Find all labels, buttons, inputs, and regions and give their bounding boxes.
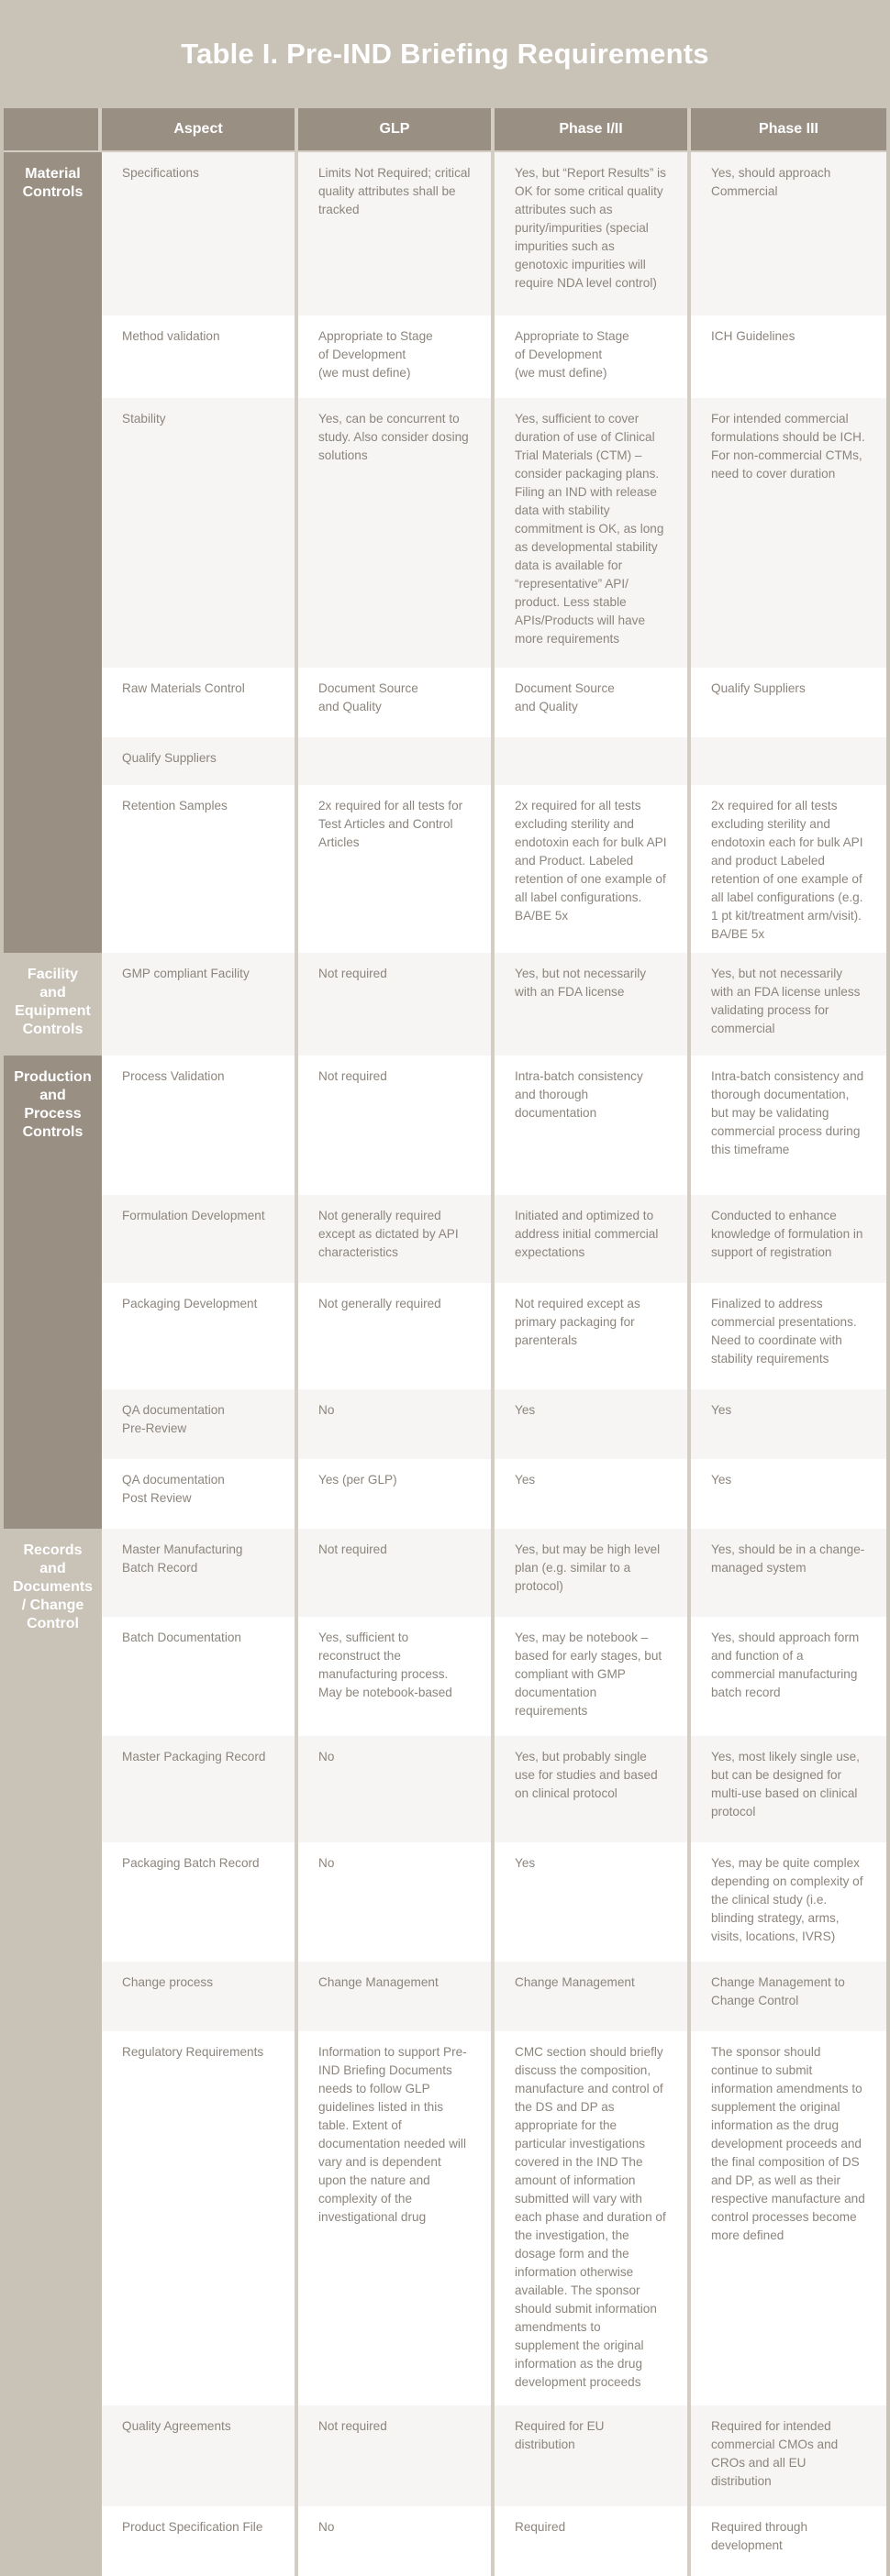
table-row [4, 668, 886, 737]
cell-aspect [102, 2506, 298, 2576]
cell-text: Process Validation [122, 1069, 225, 1083]
cell-phase12 [495, 1389, 691, 1459]
cell-text: Qualify Suppliers [711, 681, 806, 695]
cell-phase3 [691, 2031, 886, 2405]
cell-aspect [102, 1283, 298, 1389]
cell-text: 2x required for all tests for Test Articles and Control Articles [318, 799, 463, 849]
cell-glp [298, 1283, 495, 1389]
cell-phase12 [495, 398, 691, 668]
section-label [4, 1529, 102, 2576]
cell-text: Yes, sufficient to reconstruct the manufacturing process. May be notebook-based [318, 1631, 452, 1699]
header-row [4, 108, 886, 152]
cell-phase3 [691, 1389, 886, 1459]
cell-aspect [102, 953, 298, 1056]
cell-glp [298, 1842, 495, 1962]
cell-aspect [102, 1195, 298, 1283]
cell-phase3 [691, 1195, 886, 1283]
cell-phase12 [495, 1195, 691, 1283]
cell-text: Qualify Suppliers [122, 751, 217, 765]
cell-text: No [318, 1856, 335, 1870]
cell-text: Initiated and optimized to address initial commercial expectations [515, 1209, 659, 1259]
cell-text: ICH Guidelines [711, 329, 795, 343]
cell-glp [298, 398, 495, 668]
cell-phase3 [691, 1529, 886, 1617]
table-row [4, 785, 886, 953]
cell-glp [298, 1529, 495, 1617]
cell-phase3 [691, 737, 886, 785]
section-label [4, 953, 102, 1056]
cell-text: Information to support Pre-IND Briefing Documents needs to follow GLP guidelines listed in this table. Extent of documentation needed will vary and is dependent upon the nature and complexity of the investigational drug [318, 2045, 467, 2224]
cell-glp [298, 785, 495, 953]
cell-phase12 [495, 785, 691, 953]
table-row [4, 1962, 886, 2031]
requirements-table [4, 108, 886, 2576]
cell-glp [298, 152, 495, 315]
cell-text: Yes, most likely single use, but can be designed for multi-use based on clinical protocol [711, 1750, 860, 1819]
cell-text: QA documentation Post Review [122, 1473, 225, 1505]
section-label-text: Production and Process Controls [14, 1069, 92, 1140]
cell-text: Change Management to Change Control [711, 1975, 845, 2007]
cell-text: Intra-batch consistency and thorough documentation, but may be validating commercial process during this timeframe [711, 1069, 864, 1156]
cell-text: 2x required for all tests excluding sterility and endotoxin each for bulk API and Product. Labeled retention of one example of all label configurations. BA/BE 5x [515, 799, 667, 923]
cell-text: Formulation Development [122, 1209, 265, 1222]
cell-text: Required for EU distribution [515, 2419, 605, 2451]
cell-phase3 [691, 1056, 886, 1195]
cell-text: Not required [318, 2419, 387, 2433]
header-phase-3: Phase III [691, 108, 886, 152]
table-row [4, 737, 886, 785]
cell-phase12 [495, 152, 691, 315]
cell-phase12 [495, 1617, 691, 1736]
cell-phase12 [495, 668, 691, 737]
cell-phase3 [691, 953, 886, 1056]
cell-text: Not required [318, 1069, 387, 1083]
cell-phase3 [691, 1962, 886, 2031]
cell-text: Packaging Development [122, 1297, 258, 1310]
cell-glp [298, 2506, 495, 2576]
cell-text: Limits Not Required; critical quality attributes shall be tracked [318, 166, 471, 216]
cell-text: The sponsor should continue to submit information amendments to supplement the original information as the drug development proceeds and the final composition of DS and DP, as well as their respective manufacture and control processes become more defined [711, 2045, 865, 2242]
cell-text: Required through development [711, 2520, 808, 2552]
cell-phase12 [495, 1459, 691, 1529]
cell-aspect [102, 668, 298, 737]
cell-text: Regulatory Requirements [122, 2045, 264, 2059]
cell-phase12 [495, 953, 691, 1056]
cell-aspect [102, 1389, 298, 1459]
cell-aspect [102, 1842, 298, 1962]
section-label-text: Facility and Equipment Controls [15, 967, 91, 1037]
cell-text: Master Manufacturing Batch Record [122, 1542, 243, 1575]
cell-text: Yes, may be quite complex depending on complexity of the clinical study (i.e. blinding strategy, arms, visits, locations, IVRS) [711, 1856, 863, 1943]
header-aspect: Aspect [102, 108, 298, 152]
cell-phase12 [495, 315, 691, 398]
cell-text: Document Source and Quality [318, 681, 418, 713]
cell-text: Yes, but not necessarily with an FDA license [515, 967, 647, 999]
cell-aspect [102, 398, 298, 668]
cell-text: No [318, 2520, 335, 2534]
table-row [4, 152, 886, 315]
table-row [4, 2506, 886, 2576]
cell-text: Yes [711, 1473, 732, 1487]
cell-phase12 [495, 1842, 691, 1962]
table-row [4, 1736, 886, 1842]
cell-text: Change process [122, 1975, 213, 1989]
table-row [4, 398, 886, 668]
header-glp: GLP [298, 108, 495, 152]
cell-text: Yes [711, 1403, 732, 1417]
cell-glp [298, 2405, 495, 2506]
cell-text: Not required [318, 967, 387, 980]
table-row [4, 1459, 886, 1529]
cell-phase12 [495, 2031, 691, 2405]
table-row [4, 2405, 886, 2506]
cell-text: Yes, but may be high level plan (e.g. similar to a protocol) [515, 1542, 661, 1593]
cell-aspect [102, 1736, 298, 1842]
cell-text: CMC section should briefly discuss the composition, manufacture and control of the DS and DP as appropriate for the particular investigations covered in the IND The amount of information submitted will vary with each phase and duration of the investigation, the dosage form and the information otherwise available. The sponsor should submit information amendments to supplement the original information as the drug development proceeds [515, 2045, 666, 2389]
cell-text: Required [515, 2520, 566, 2534]
cell-glp [298, 1617, 495, 1736]
cell-aspect [102, 152, 298, 315]
cell-glp [298, 1195, 495, 1283]
cell-phase12 [495, 1056, 691, 1195]
cell-text: Appropriate to Stage of Development (we must define) [318, 329, 433, 380]
cell-text: Yes, should approach Commercial [711, 166, 831, 198]
cell-text: Yes, sufficient to cover duration of use of Clinical Trial Materials (CTM) – consider packaging plans. Filing an IND with release data with stability commitment is OK, as long as developmental stability data is available for “representative” API/ product. Less stable APIs/Products will have more requirements [515, 412, 664, 646]
cell-text: Master Packaging Record [122, 1750, 266, 1763]
cell-aspect [102, 1459, 298, 1529]
table-row [4, 1389, 886, 1459]
cell-text: Raw Materials Control [122, 681, 245, 695]
table-row [4, 953, 886, 1056]
cell-text: Required for intended commercial CMOs and CROs and all EU distribution [711, 2419, 839, 2488]
cell-text: 2x required for all tests excluding sterility and endotoxin each for bulk API and product Labeled retention of one example of all label configurations (e.g. 1 pt kit/treatment arm/visit). BA/BE 5x [711, 799, 863, 941]
section-label-text: Material Controls [22, 166, 83, 200]
cell-phase12 [495, 1283, 691, 1389]
cell-text: Not required except as primary packaging for parenterals [515, 1297, 640, 1347]
cell-text: Specifications [122, 166, 199, 180]
cell-text: Yes, but probably single use for studies and based on clinical protocol [515, 1750, 658, 1800]
cell-phase3 [691, 315, 886, 398]
cell-text: Yes [515, 1856, 536, 1870]
section-label [4, 152, 102, 953]
cell-text: Packaging Batch Record [122, 1856, 260, 1870]
cell-text: Stability [122, 412, 166, 426]
cell-phase3 [691, 1459, 886, 1529]
cell-text: Yes, should be in a change-managed system [711, 1542, 865, 1575]
table-row [4, 2031, 886, 2405]
cell-text: No [318, 1403, 335, 1417]
header-section [4, 108, 102, 152]
cell-text: Document Source and Quality [515, 681, 615, 713]
cell-text: Yes, can be concurrent to study. Also consider dosing solutions [318, 412, 469, 462]
cell-phase3 [691, 152, 886, 315]
cell-text: Method validation [122, 329, 220, 343]
cell-phase12 [495, 2506, 691, 2576]
cell-text: Not required [318, 1542, 387, 1556]
cell-phase12 [495, 1529, 691, 1617]
cell-text: Batch Documentation [122, 1631, 241, 1644]
cell-aspect [102, 2405, 298, 2506]
cell-glp [298, 1389, 495, 1459]
cell-text: Yes (per GLP) [318, 1473, 397, 1487]
table-row [4, 315, 886, 398]
cell-text: Product Specification File [122, 2520, 263, 2534]
cell-text: Finalized to address commercial presentations. Need to coordinate with stability requirements [711, 1297, 857, 1365]
cell-phase3 [691, 785, 886, 953]
cell-phase3 [691, 2405, 886, 2506]
cell-phase12 [495, 1962, 691, 2031]
cell-glp [298, 315, 495, 398]
cell-aspect [102, 785, 298, 953]
cell-glp [298, 737, 495, 785]
cell-text: Appropriate to Stage of Development (we must define) [515, 329, 629, 380]
header-phase-1-2: Phase I/II [495, 108, 691, 152]
cell-aspect [102, 1056, 298, 1195]
cell-phase12 [495, 2405, 691, 2506]
cell-phase3 [691, 668, 886, 737]
cell-text: Yes, but “Report Results” is OK for some critical quality attributes such as purity/impurities (special impurities such as genotoxic impurities will require NDA level control) [515, 166, 666, 290]
cell-phase3 [691, 1617, 886, 1736]
cell-glp [298, 1459, 495, 1529]
cell-aspect [102, 2031, 298, 2405]
cell-aspect [102, 737, 298, 785]
cell-aspect [102, 1617, 298, 1736]
cell-phase12 [495, 1736, 691, 1842]
cell-text: Conducted to enhance knowledge of formulation in support of registration [711, 1209, 863, 1259]
cell-text: Yes, may be notebook – based for early stages, but compliant with GMP documentation requirements [515, 1631, 662, 1718]
table-row [4, 1283, 886, 1389]
cell-phase3 [691, 1842, 886, 1962]
cell-phase3 [691, 1283, 886, 1389]
cell-text: Quality Agreements [122, 2419, 231, 2433]
cell-text: No [318, 1750, 335, 1763]
cell-text: QA documentation Pre-Review [122, 1403, 225, 1435]
table-title: Table I. Pre-IND Briefing Requirements [181, 38, 709, 70]
cell-text: GMP compliant Facility [122, 967, 250, 980]
section-label [4, 1056, 102, 1529]
cell-text: For intended commercial formulations should be ICH. For non-commercial CTMs, need to cover duration [711, 412, 865, 481]
section-label-text: Records and Documents / Change Control [12, 1542, 94, 1631]
cell-phase3 [691, 2506, 886, 2576]
cell-text: Intra-batch consistency and thorough documentation [515, 1069, 643, 1120]
cell-text: Yes [515, 1473, 536, 1487]
cell-text: Change Management [515, 1975, 635, 1989]
table-row [4, 1195, 886, 1283]
cell-text: Change Management [318, 1975, 439, 1989]
cell-aspect [102, 315, 298, 398]
cell-text: Yes, but not necessarily with an FDA license unless validating process for commercial [711, 967, 861, 1035]
cell-glp [298, 1736, 495, 1842]
table-row [4, 1056, 886, 1195]
table-row [4, 1617, 886, 1736]
cell-glp [298, 953, 495, 1056]
table-row [4, 1842, 886, 1962]
cell-phase12 [495, 737, 691, 785]
cell-phase3 [691, 398, 886, 668]
cell-text: Retention Samples [122, 799, 228, 813]
cell-glp [298, 1056, 495, 1195]
cell-text: Not generally required except as dictated by API characteristics [318, 1209, 459, 1259]
cell-aspect [102, 1962, 298, 2031]
cell-glp [298, 2031, 495, 2405]
cell-glp [298, 1962, 495, 2031]
cell-text: Not generally required [318, 1297, 441, 1310]
cell-text: Yes, should approach form and function of a commercial manufacturing batch record [711, 1631, 860, 1699]
cell-text: Yes [515, 1403, 536, 1417]
cell-phase3 [691, 1736, 886, 1842]
cell-aspect [102, 1529, 298, 1617]
table-row [4, 1529, 886, 1617]
cell-glp [298, 668, 495, 737]
